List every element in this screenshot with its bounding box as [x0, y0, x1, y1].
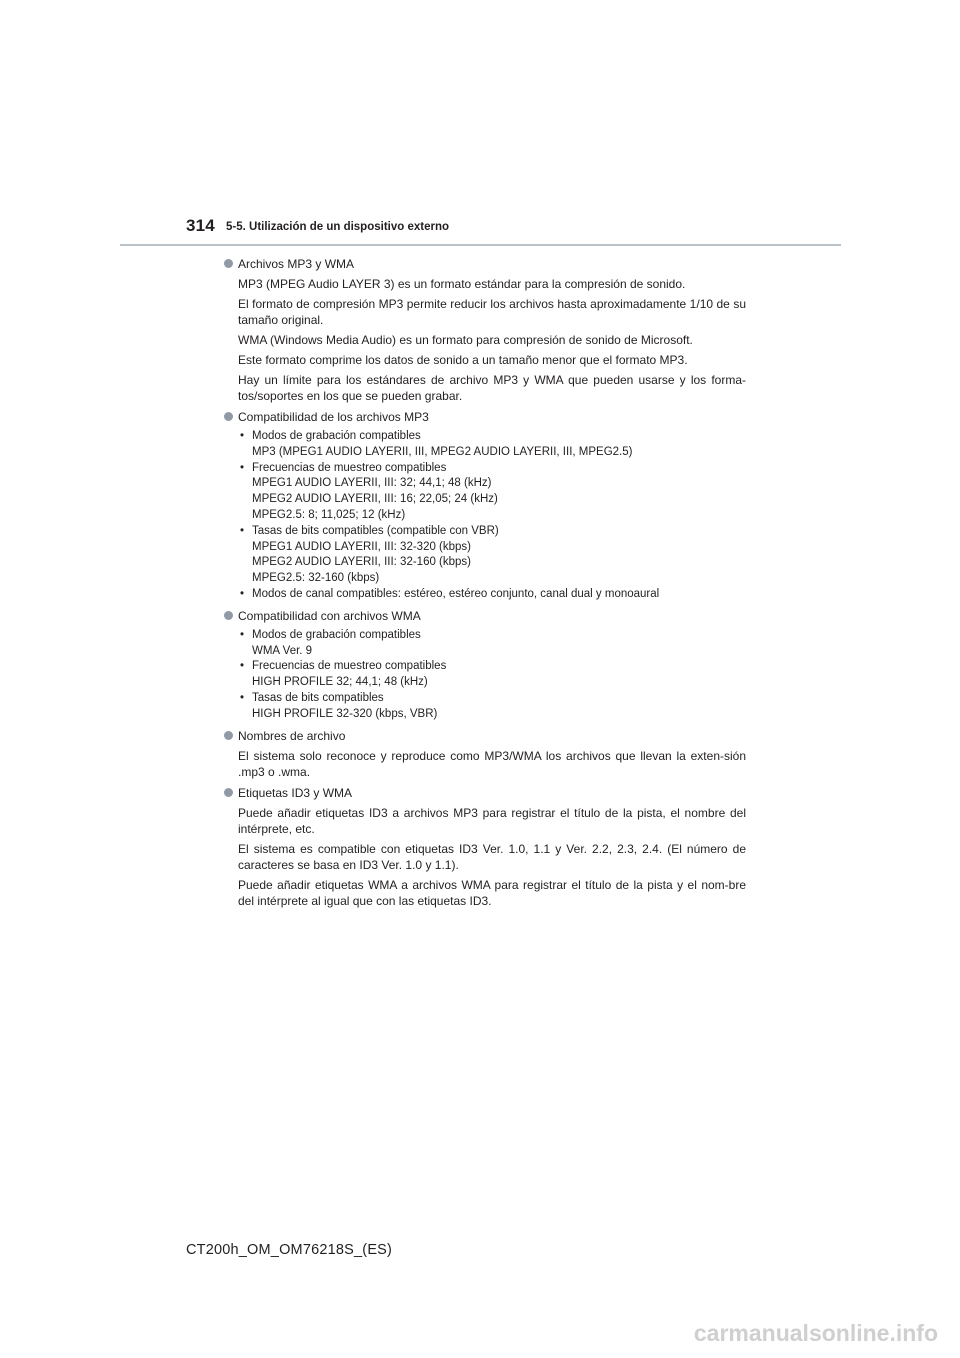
list-item [238, 524, 746, 587]
list-item [238, 429, 746, 461]
list-item-value: MPEG1 AUDIO LAYERII, III: 32; 44,1; 48 (kHz) [252, 477, 492, 490]
dot-icon: • [240, 691, 245, 704]
list-item-value: MPEG2.5: 8; 11,025; 12 (kHz) [252, 508, 406, 521]
footer-doc-code: CT200h_OM_OM76218S_(ES) [186, 1242, 393, 1258]
dot-icon: • [240, 660, 245, 673]
list-item-label: Modos de grabación compatibles [252, 430, 421, 442]
list-item-value: HIGH PROFILE 32; 44,1; 48 (kHz) [252, 676, 428, 689]
bullet-icon [224, 611, 233, 620]
paragraph: MP3 (MPEG Audio LAYER 3) es un formato estándar para la compresión de sonido. [238, 277, 686, 291]
list-item-value: HIGH PROFILE 32-320 (kbps, VBR) [252, 707, 438, 720]
section-etiquetas-id3-wma [224, 785, 746, 909]
section-heading: Compatibilidad con archivos WMA [238, 608, 421, 623]
paragraph: Este formato comprime los datos de sonido a un tamaño menor que el formato MP3. [238, 353, 688, 367]
section-heading: Nombres de archivo [238, 728, 346, 743]
paragraph: Hay un límite para los estándares de archivo MP3 y WMA que pueden usarse y los forma-tos/soportes en los que se pueden grabar. [238, 373, 746, 403]
list-item-value: MPEG2 AUDIO LAYERII, III: 16; 22,05; 24 (kHz) [252, 493, 498, 506]
list-item [238, 587, 746, 603]
watermark: carmanualsonline.info [693, 1320, 938, 1346]
bullet-icon [224, 788, 233, 797]
list-item-label: Modos de canal compatibles: estéreo, estéreo conjunto, canal dual y monoaural [252, 587, 660, 600]
list-item-value: MPEG1 AUDIO LAYERII, III: 32-320 (kbps) [252, 540, 472, 553]
list-item-label: Modos de grabación compatibles [252, 628, 421, 641]
list-item-label: Tasas de bits compatibles (compatible con VBR) [252, 524, 499, 537]
bullet-icon [224, 731, 233, 740]
section-nombres-archivo [224, 728, 746, 780]
list-item [238, 659, 746, 691]
list-item [238, 691, 746, 723]
paragraph: El sistema es compatible con etiquetas ID3 Ver. 1.0, 1.1 y Ver. 2.2, 2.3, 2.4. (El número de caracteres se basa en ID3 Ver. 1.0 y 1.1). [238, 841, 746, 872]
list-item-value: WMA Ver. 9 [252, 644, 313, 657]
section-heading: Archivos MP3 y WMA [238, 257, 355, 271]
section-archivos-mp3-wma [224, 256, 746, 404]
dot-icon: • [240, 430, 245, 442]
section-title: 5-5. Utilización de un dispositivo externo [226, 221, 450, 233]
section-compatibilidad-mp3 [224, 409, 746, 603]
paragraph: WMA (Windows Media Audio) es un formato para compresión de sonido de Microsoft. [238, 333, 693, 347]
section-heading: Etiquetas ID3 y WMA [238, 785, 353, 800]
dot-icon: • [240, 628, 245, 641]
list-item [238, 628, 746, 660]
list-item [238, 461, 746, 524]
bullet-icon [224, 259, 233, 268]
header-divider [120, 244, 841, 246]
dot-icon: • [240, 461, 245, 474]
dot-icon: • [240, 587, 245, 600]
bullet-icon [224, 412, 233, 421]
list-item-value: MP3 (MPEG1 AUDIO LAYERII, III, MPEG2 AUDIO LAYERII, III, MPEG2.5) [252, 445, 633, 458]
content-area [224, 256, 746, 914]
list-item-label: Frecuencias de muestreo compatibles [252, 660, 447, 673]
section-compatibilidad-wma [224, 608, 746, 723]
paragraph: Puede añadir etiquetas WMA a archivos WMA para registrar el título de la pista y el nom-bre del intérprete al igual que con las etiquetas ID3. [238, 877, 746, 908]
paragraph: Puede añadir etiquetas ID3 a archivos MP3 para registrar el título de la pista, el nombre del intérprete, etc. [238, 805, 746, 836]
page-number: 314 [186, 216, 215, 235]
paragraph: El formato de compresión MP3 permite reducir los archivos hasta aproximadamente 1/10 de su tamaño original. [238, 297, 746, 327]
sub-list [238, 429, 746, 603]
list-item-label: Tasas de bits compatibles [252, 691, 384, 704]
section-heading: Compatibilidad de los archivos MP3 [238, 410, 429, 424]
list-item-value: MPEG2 AUDIO LAYERII, III: 32-160 (kbps) [252, 556, 472, 569]
sub-list [238, 628, 746, 723]
dot-icon: • [240, 524, 245, 537]
list-item-label: Frecuencias de muestreo compatibles [252, 461, 447, 474]
paragraph: El sistema solo reconoce y reproduce como MP3/WMA los archivos que llevan la exten-sión .mp3 o .wma. [238, 748, 746, 779]
list-item-value: MPEG2.5: 32-160 (kbps) [252, 572, 380, 585]
